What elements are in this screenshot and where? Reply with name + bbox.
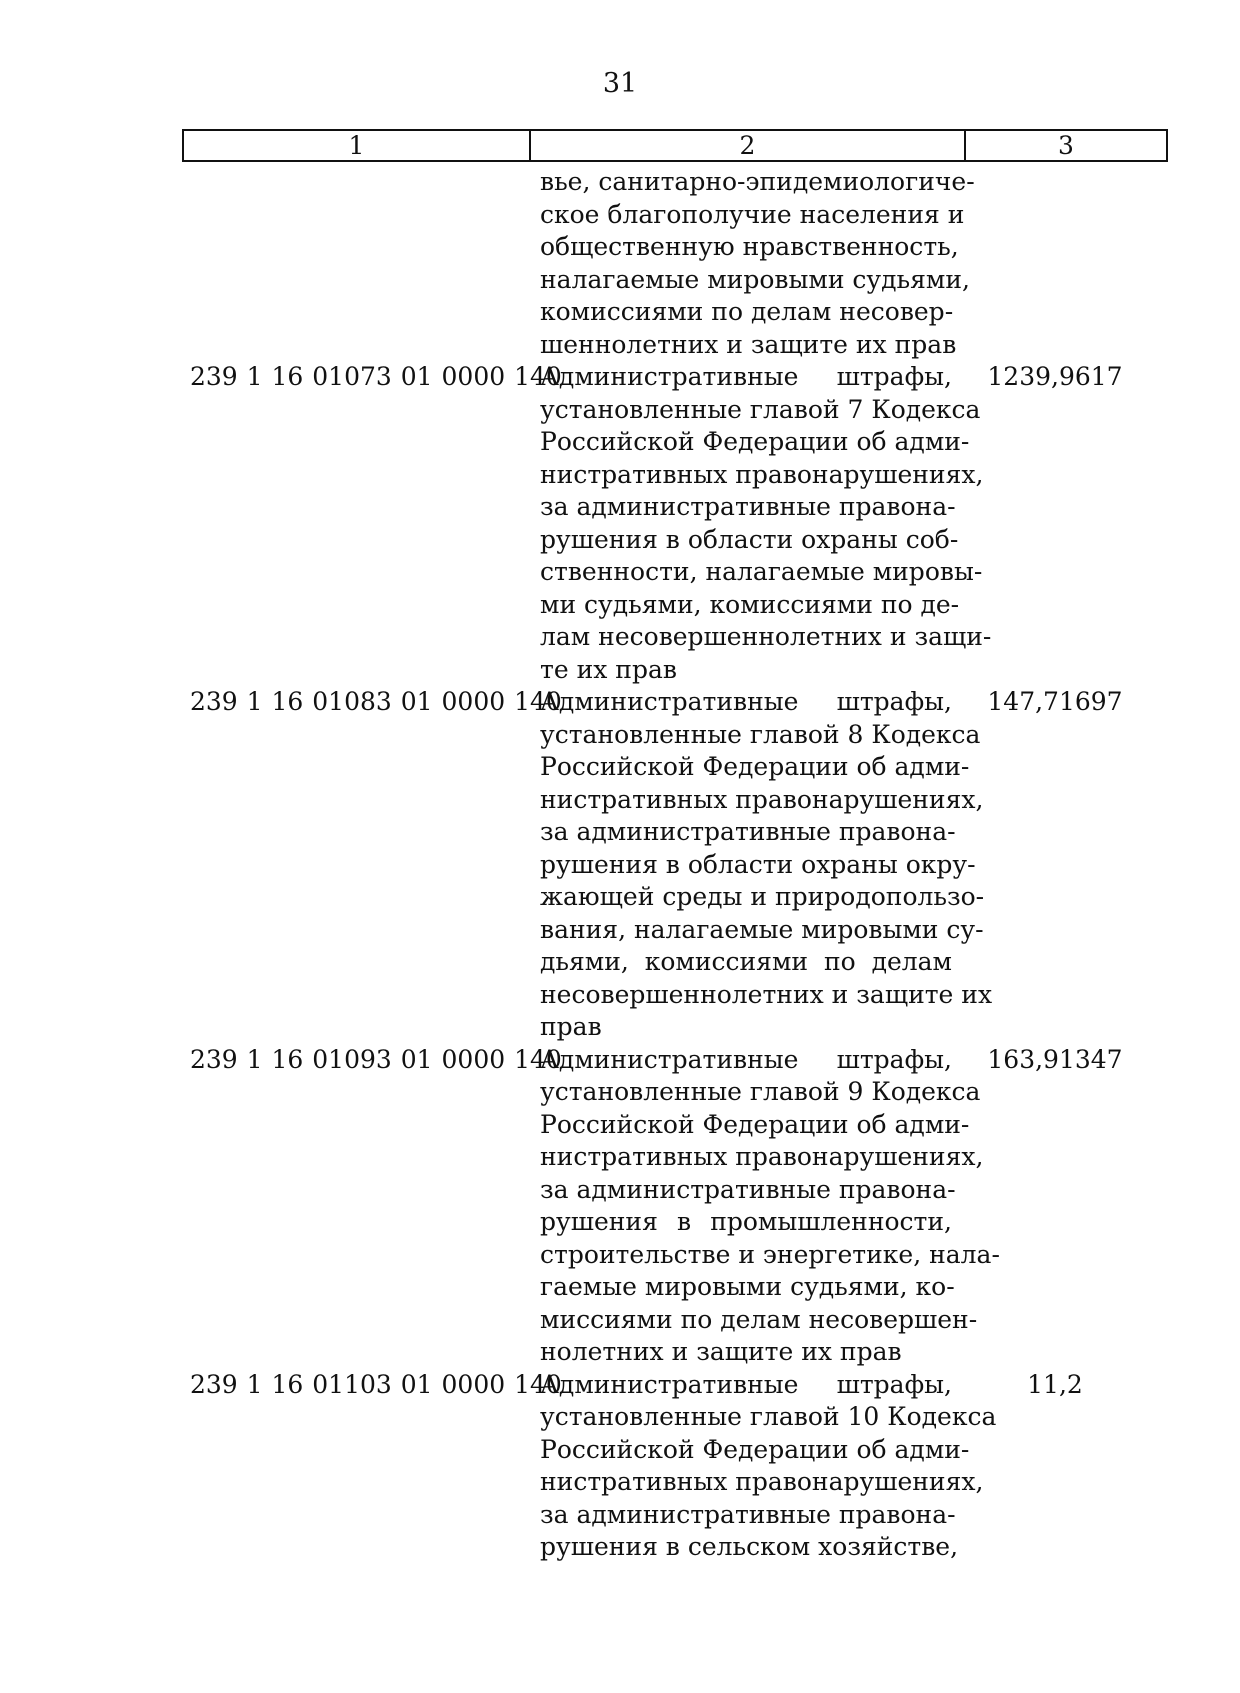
table-row — [0, 686, 1200, 1044]
desc-line: Российской Федерации об адми- — [540, 427, 970, 456]
desc-line: Российской Федерации об адми- — [540, 1109, 970, 1139]
desc-line: установленные главой 9 Кодекса — [540, 1077, 981, 1106]
page-number: 31 — [602, 68, 638, 99]
desc-line: миссиями по делам несовершен- — [540, 1304, 978, 1334]
desc-line: прав — [540, 1012, 602, 1041]
desc-line: рушения в области охраны соб- — [540, 524, 959, 554]
desc-line: вания, налагаемые мировыми су- — [540, 914, 984, 944]
desc-line: установленные главой 8 Кодекса — [540, 719, 981, 749]
amount-value: 163,91347 — [987, 1044, 1123, 1074]
budget-code: 239 1 16 01093 01 0000 140 — [190, 1044, 562, 1074]
desc-line: нистративных правонарушениях, — [540, 784, 984, 814]
desc-line: рушения в промышленности, — [540, 1207, 952, 1236]
desc-line: строительстве и энергетике, нала- — [540, 1239, 1000, 1269]
desc-line: нистративных правонарушениях, — [540, 1142, 984, 1171]
row-description — [540, 361, 992, 686]
row-description — [540, 1369, 997, 1564]
desc-line: рушения в сельском хозяйстве, — [540, 1532, 959, 1561]
desc-line: нистративных правонарушениях, — [540, 459, 984, 489]
row-description — [540, 1044, 1000, 1369]
desc-line: Административные штрафы, — [540, 1044, 952, 1074]
desc-line: вье, санитарно-эпидемиологиче- — [540, 167, 975, 196]
desc-line: те их прав — [540, 654, 677, 684]
desc-line: ственности, налагаемые мировы- — [540, 557, 983, 586]
continuation-description — [540, 166, 975, 361]
header-col-2: 2 — [531, 131, 966, 160]
desc-line: несовершеннолетних и защите их — [540, 979, 993, 1009]
header-col-3: 3 — [1058, 131, 1074, 160]
desc-line: нолетних и защите их прав — [540, 1337, 902, 1366]
desc-line: за административные правона- — [540, 1499, 956, 1529]
desc-line: Административные штрафы, — [540, 1369, 952, 1399]
desc-line: Административные штрафы, — [540, 687, 952, 716]
desc-line: комиссиями по делам несовер- — [540, 297, 954, 326]
amount-value: 1239,9617 — [987, 362, 1123, 391]
desc-line: ми судьями, комиссиями по де- — [540, 589, 960, 619]
continuation-row — [0, 166, 1200, 361]
desc-line: за административные правона- — [540, 817, 956, 846]
desc-line: установленные главой 7 Кодекса — [540, 394, 981, 424]
desc-line: за административные правона- — [540, 1174, 956, 1204]
desc-line: налагаемые мировыми судьями, — [540, 264, 970, 294]
table-row — [0, 1044, 1200, 1369]
desc-line: шеннолетних и защите их прав — [540, 329, 957, 359]
table-header — [182, 129, 1168, 162]
desc-line: Российской Федерации об адми- — [540, 752, 970, 781]
desc-line: дьями, комиссиями по делам — [540, 947, 952, 976]
amount-value: 147,71697 — [987, 687, 1123, 716]
table-row — [0, 1369, 1200, 1564]
desc-line: жающей среды и природопользо- — [540, 882, 985, 911]
desc-line: установленные главой 10 Кодекса — [540, 1402, 997, 1431]
table-row — [0, 361, 1200, 686]
row-description — [540, 686, 993, 1044]
desc-line: Российской Федерации об адми- — [540, 1434, 970, 1464]
table-body — [0, 166, 1200, 1564]
desc-line: лам несовершеннолетних и защи- — [540, 622, 992, 651]
budget-code: 239 1 16 01083 01 0000 140 — [190, 687, 562, 716]
desc-line: ское благополучие населения и — [540, 199, 965, 229]
amount-value: 11,2 — [1027, 1369, 1083, 1399]
desc-line: гаемые мировыми судьями, ко- — [540, 1272, 955, 1301]
desc-line: общественную нравственность, — [540, 232, 959, 261]
desc-line: рушения в области охраны окру- — [540, 849, 976, 879]
budget-code: 239 1 16 01103 01 0000 140 — [190, 1369, 562, 1399]
desc-line: нистративных правонарушениях, — [540, 1467, 984, 1496]
budget-code: 239 1 16 01073 01 0000 140 — [190, 362, 562, 391]
desc-line: за административные правона- — [540, 492, 956, 521]
header-col-1: 1 — [184, 131, 531, 160]
desc-line: Административные штрафы, — [540, 362, 952, 391]
